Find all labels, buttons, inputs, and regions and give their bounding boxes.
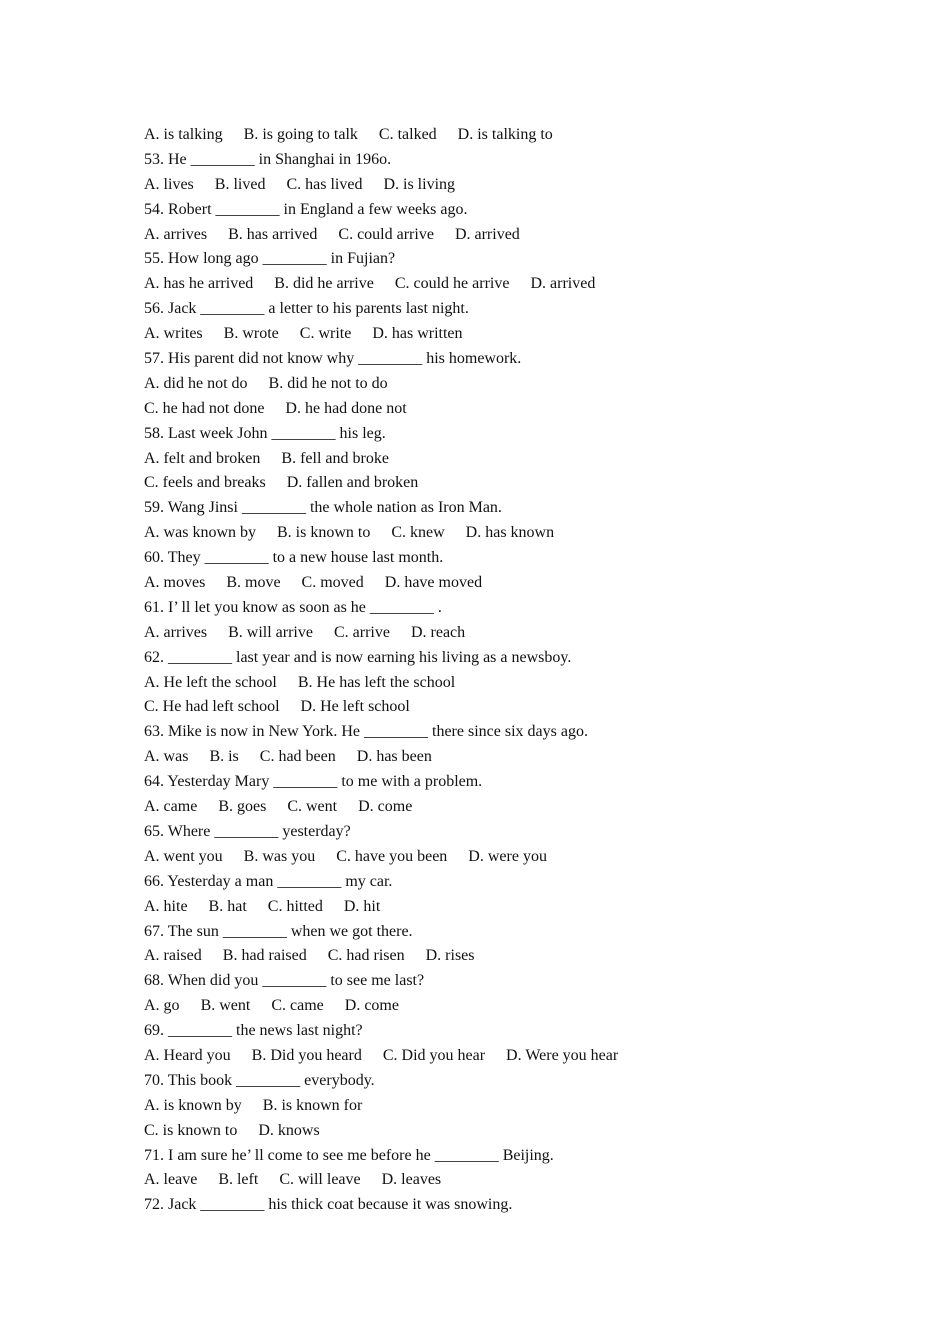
answer-options	[144, 322, 844, 347]
answer-options	[144, 795, 844, 820]
answer-option: D. reach	[410, 623, 466, 641]
question-text: 59. Wang Jinsi ________ the whole nation as Iron Man.	[144, 499, 502, 517]
answer-options	[144, 272, 844, 297]
answer-option: B. Did you heard	[251, 1046, 362, 1064]
answer-options	[144, 447, 844, 472]
answer-option: D. is living	[383, 175, 456, 193]
answer-option: D. were you	[468, 847, 547, 865]
answer-options	[144, 397, 844, 422]
answer-option: A. did he not do	[144, 374, 248, 392]
answer-option: D. hit	[343, 897, 381, 915]
question-text: 66. Yesterday a man ________ my car.	[144, 872, 393, 890]
answer-option: A. writes	[144, 325, 203, 343]
answer-option: A. He left the school	[144, 673, 277, 691]
question-text: 68. When did you ________ to see me last?	[144, 972, 425, 990]
answer-option: A. has he arrived	[144, 275, 254, 293]
question-text: 62. ________ last year and is now earning his living as a newsboy.	[144, 648, 572, 666]
question-text: 58. Last week John ________ his leg.	[144, 424, 386, 442]
answer-options	[144, 521, 844, 546]
answer-options	[144, 671, 844, 696]
answer-option: B. has arrived	[228, 225, 318, 243]
answer-option: A. arrives	[144, 623, 208, 641]
question-text: 55. How long ago ________ in Fujian?	[144, 250, 396, 268]
question-text: 67. The sun ________ when we got there.	[144, 922, 413, 940]
question-text: 69. ________ the news last night?	[144, 1022, 363, 1040]
answer-option: C. had been	[259, 748, 336, 766]
question-text: 64. Yesterday Mary ________ to me with a problem.	[144, 773, 483, 791]
answer-option: D. arrived	[530, 275, 596, 293]
answer-options	[144, 845, 844, 870]
question-text: 57. His parent did not know why ________ his homework.	[144, 350, 522, 368]
answer-option: B. is known for	[262, 1096, 363, 1114]
answer-option: D. knows	[258, 1121, 320, 1139]
answer-option: A. moves	[144, 574, 206, 592]
answer-option: C. could he arrive	[394, 275, 510, 293]
answer-option: C. is known to	[144, 1121, 238, 1139]
answer-option: A. came	[144, 798, 198, 816]
answer-option: D. has known	[465, 524, 555, 542]
answer-option: A. lives	[144, 175, 194, 193]
answer-option: C. had risen	[327, 947, 405, 965]
answer-option: C. he had not done	[144, 399, 265, 417]
answer-option: B. is known to	[277, 524, 371, 542]
answer-option: D. rises	[425, 947, 475, 965]
question-text: 65. Where ________ yesterday?	[144, 822, 351, 840]
answer-option: A. went you	[144, 847, 223, 865]
answer-option: C. knew	[391, 524, 445, 542]
question-text: 60. They ________ to a new house last month.	[144, 549, 444, 567]
answer-option: A. hite	[144, 897, 188, 915]
answer-option: C. will leave	[279, 1171, 361, 1189]
answer-option: B. had raised	[222, 947, 307, 965]
question-text: 63. Mike is now in New York. He ________ there since six days ago.	[144, 723, 588, 741]
answer-option: A. felt and broken	[144, 449, 261, 467]
answer-option: B. was you	[243, 847, 316, 865]
answer-option: B. did he not to do	[268, 374, 388, 392]
answer-option: A. is known by	[144, 1096, 242, 1114]
answer-option: B. is going to talk	[243, 126, 358, 143]
answer-option: C. came	[271, 997, 324, 1015]
answer-options	[144, 1044, 844, 1069]
answer-options	[144, 895, 844, 920]
question-text: 56. Jack ________ a letter to his parents last night.	[144, 300, 469, 318]
answer-option: C. hitted	[267, 897, 323, 915]
question-text: 53. He ________ in Shanghai in 196o.	[144, 150, 392, 168]
answer-option: C. write	[299, 325, 352, 343]
answer-options	[144, 173, 844, 198]
answer-option: A. is talking	[144, 126, 223, 143]
answer-option: B. will arrive	[228, 623, 313, 641]
answer-option: D. leaves	[381, 1171, 442, 1189]
answer-option: A. was	[144, 748, 189, 766]
answer-option: D. has written	[372, 325, 463, 343]
answer-option: A. raised	[144, 947, 202, 965]
answer-option: A. go	[144, 997, 180, 1015]
question-text: 72. Jack ________ his thick coat because it was snowing.	[144, 1196, 513, 1214]
answer-option: D. has been	[356, 748, 432, 766]
answer-option: C. has lived	[286, 175, 363, 193]
question-text: 54. Robert ________ in England a few weeks ago.	[144, 200, 468, 218]
answer-options	[144, 621, 844, 646]
answer-option: B. went	[200, 997, 251, 1015]
answer-options	[144, 1119, 844, 1144]
question-text: 71. I am sure he’ ll come to see me before he ________ Beijing.	[144, 1146, 554, 1164]
answer-option: C. have you been	[336, 847, 448, 865]
answer-option: C. went	[287, 798, 338, 816]
answer-option: C. He had left school	[144, 698, 280, 716]
answer-option: D. Were you hear	[506, 1046, 619, 1064]
answer-options	[144, 571, 844, 596]
answer-options	[144, 123, 844, 148]
answer-option: A. leave	[144, 1171, 198, 1189]
answer-option: B. hat	[208, 897, 247, 915]
answer-option: C. Did you hear	[382, 1046, 486, 1064]
question-text: 70. This book ________ everybody.	[144, 1071, 375, 1089]
answer-option: C. arrive	[333, 623, 390, 641]
answer-option: A. Heard you	[144, 1046, 231, 1064]
answer-option: A. arrives	[144, 225, 208, 243]
answer-options	[144, 994, 844, 1019]
answer-option: B. move	[226, 574, 281, 592]
answer-option: D. arrived	[454, 225, 520, 243]
answer-option: B. left	[218, 1171, 259, 1189]
answer-options	[144, 372, 844, 397]
answer-option: B. lived	[214, 175, 266, 193]
answer-option: B. is	[209, 748, 239, 766]
answer-option: D. fallen and broken	[286, 474, 419, 492]
answer-option: B. He has left the school	[297, 673, 456, 691]
answer-option: B. wrote	[223, 325, 279, 343]
answer-option: D. come	[344, 997, 399, 1015]
question-text: 61. I’ ll let you know as soon as he ________ .	[144, 598, 442, 616]
answer-options	[144, 745, 844, 770]
answer-option: D. He left school	[300, 698, 410, 716]
answer-options	[144, 471, 844, 496]
answer-option: D. have moved	[384, 574, 483, 592]
answer-option: D. is talking to	[457, 126, 553, 143]
answer-option: B. goes	[218, 798, 267, 816]
answer-options	[144, 944, 844, 969]
answer-option: D. come	[358, 798, 413, 816]
answer-option: A. was known by	[144, 524, 256, 542]
answer-option: C. talked	[378, 126, 437, 143]
answer-options	[144, 695, 844, 720]
answer-option: B. fell and broke	[281, 449, 389, 467]
answer-options	[144, 1094, 844, 1119]
answer-options	[144, 223, 844, 248]
answer-option: B. did he arrive	[274, 275, 374, 293]
answer-option: C. moved	[301, 574, 364, 592]
answer-options	[144, 1168, 844, 1193]
answer-option: D. he had done not	[285, 399, 407, 417]
answer-option: C. could arrive	[338, 225, 434, 243]
answer-option: C. feels and breaks	[144, 474, 266, 492]
exercise-list	[144, 123, 844, 1218]
